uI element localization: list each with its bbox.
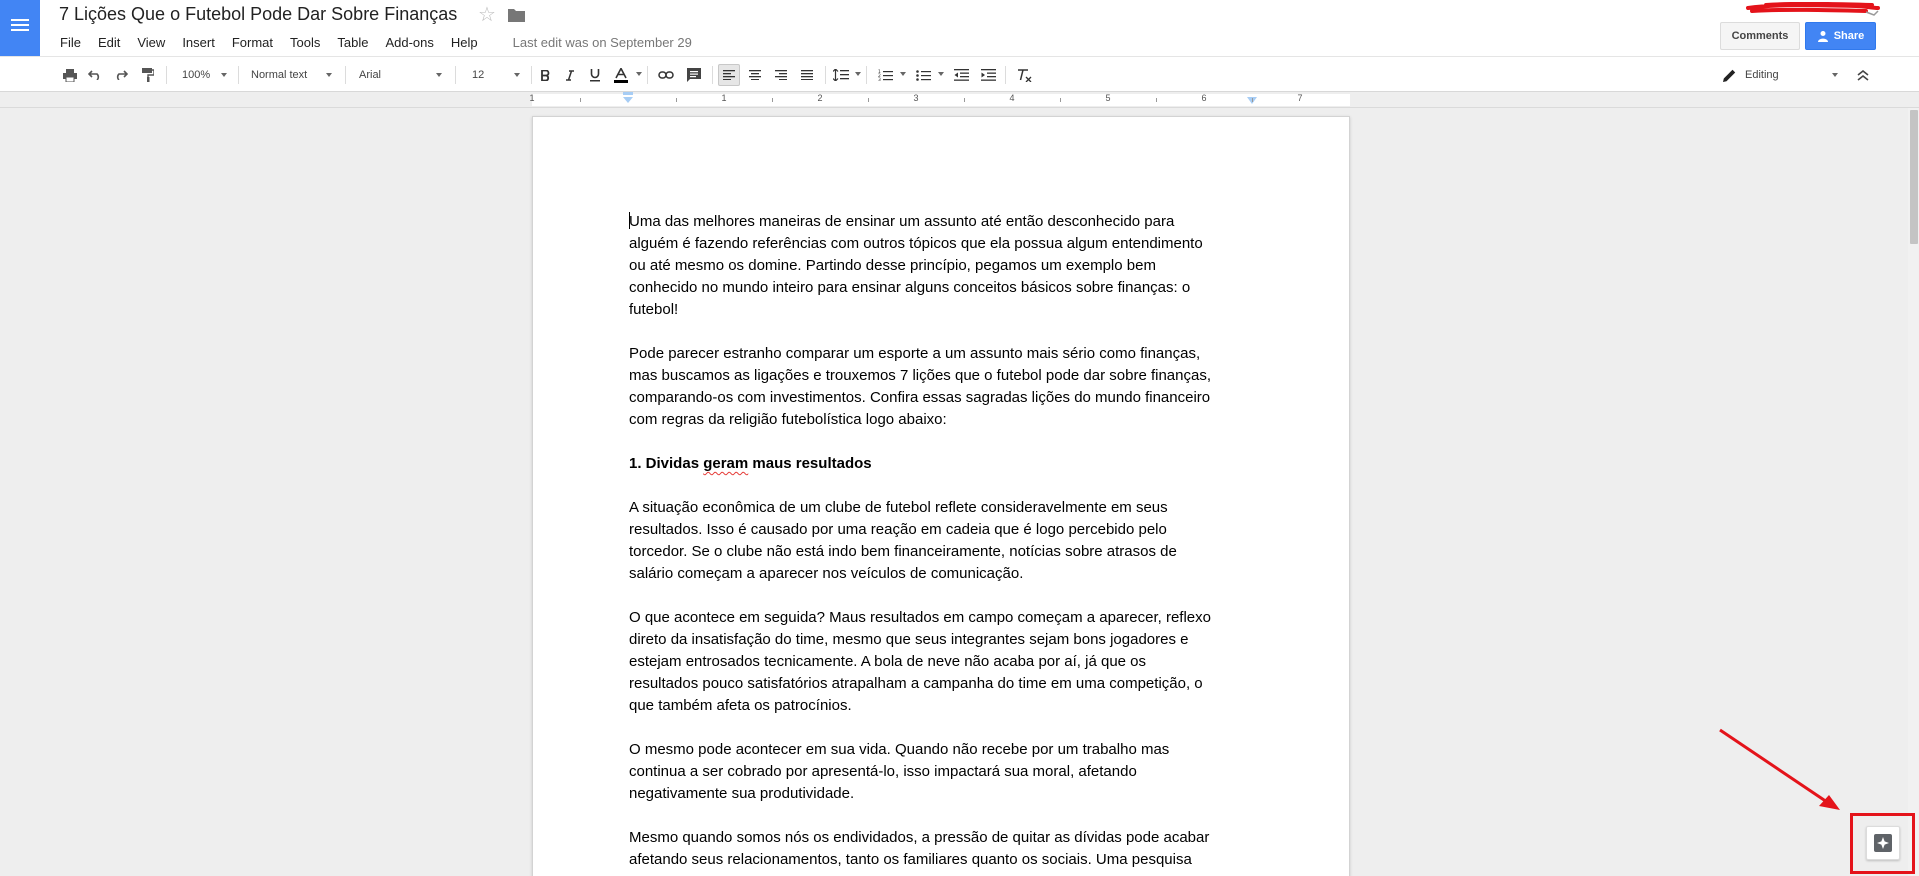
chevron-down-icon[interactable] bbox=[636, 72, 642, 76]
paragraph[interactable] bbox=[629, 211, 1269, 321]
ruler-tick bbox=[772, 98, 773, 102]
document-canvas[interactable] bbox=[0, 108, 1919, 876]
svg-text:1: 1 bbox=[877, 70, 881, 75]
insert-comment-icon[interactable] bbox=[685, 64, 703, 86]
ruler-tick bbox=[1156, 98, 1157, 102]
font-select[interactable] bbox=[355, 64, 445, 86]
ruler-track bbox=[532, 94, 1350, 106]
scrollbar-thumb[interactable] bbox=[1910, 110, 1918, 244]
explore-icon bbox=[1874, 834, 1892, 852]
misspelled-word[interactable]: geram bbox=[703, 455, 749, 472]
share-label: Share bbox=[1833, 30, 1865, 42]
zoom-select[interactable] bbox=[178, 64, 230, 86]
svg-text:2: 2 bbox=[877, 74, 881, 79]
document-title[interactable]: 7 Lições Que o Futebol Pode Dar Sobre Finanças bbox=[59, 4, 458, 24]
heading-text: maus resultados bbox=[748, 455, 872, 472]
document-page[interactable] bbox=[532, 116, 1350, 876]
align-justify-icon[interactable] bbox=[797, 64, 817, 86]
indent-marker-icon[interactable] bbox=[622, 92, 634, 106]
menu-edit[interactable]: Edit bbox=[97, 34, 121, 50]
last-edit-status[interactable]: Last edit was on September 29 bbox=[512, 34, 692, 50]
paragraph-style-select[interactable] bbox=[247, 64, 335, 86]
font-value: Arial bbox=[359, 69, 382, 81]
menu-format[interactable]: Format bbox=[231, 34, 273, 50]
ruler-label: 4 bbox=[1009, 93, 1015, 103]
toolbar-divider bbox=[238, 66, 239, 84]
formatting-toolbar bbox=[0, 56, 1919, 92]
menu-file[interactable]: File bbox=[60, 34, 81, 50]
menu-bar bbox=[60, 32, 692, 52]
heading-text: 1. Dividas bbox=[629, 455, 704, 472]
toolbar-divider bbox=[1005, 66, 1006, 84]
ruler-tick bbox=[580, 98, 581, 102]
toolbar-divider bbox=[166, 66, 167, 84]
folder-icon[interactable] bbox=[508, 8, 525, 22]
align-center-icon[interactable] bbox=[745, 64, 765, 86]
docs-menu-icon[interactable] bbox=[0, 0, 40, 56]
editing-mode-value: Editing bbox=[1745, 69, 1779, 81]
ruler-tick bbox=[1060, 98, 1061, 102]
bulleted-list-icon[interactable] bbox=[914, 64, 932, 86]
bold-icon[interactable] bbox=[537, 64, 553, 86]
font-size-value: 12 bbox=[472, 69, 485, 81]
align-right-icon[interactable] bbox=[771, 64, 791, 86]
numbered-list-icon[interactable] bbox=[876, 64, 894, 86]
clear-formatting-icon[interactable] bbox=[1014, 64, 1034, 86]
zoom-value: 100% bbox=[182, 69, 211, 81]
toolbar-divider bbox=[866, 66, 867, 84]
ruler-label: 7 bbox=[1297, 93, 1303, 103]
paragraph-style-value: Normal text bbox=[251, 69, 308, 81]
italic-icon[interactable] bbox=[562, 64, 578, 86]
print-icon[interactable] bbox=[62, 64, 78, 86]
ruler-label: 1 bbox=[721, 93, 727, 103]
share-button[interactable] bbox=[1805, 22, 1876, 50]
toolbar-divider bbox=[531, 66, 532, 84]
paragraph[interactable]: Mesmo quando somos nós os endividados, a pressão de quitar as dívidas pode acabar afetando seus relacionamentos, tanto os familiares quanto os sociais. Uma pesquisa bbox=[629, 829, 1210, 868]
document-body[interactable] bbox=[629, 211, 1269, 876]
explore-button[interactable] bbox=[1866, 826, 1900, 860]
menu-tools[interactable]: Tools bbox=[290, 34, 321, 50]
align-left-icon[interactable] bbox=[718, 64, 740, 86]
ruler-label: 3 bbox=[913, 93, 919, 103]
chevron-down-icon bbox=[1832, 73, 1838, 77]
increase-indent-icon[interactable] bbox=[979, 64, 997, 86]
ruler-tick bbox=[964, 98, 965, 102]
comments-button[interactable]: Comments bbox=[1720, 22, 1800, 50]
toolbar-divider bbox=[647, 66, 648, 84]
horizontal-ruler[interactable] bbox=[0, 92, 1919, 108]
chevron-down-icon[interactable] bbox=[855, 72, 861, 76]
toolbar-divider bbox=[345, 66, 346, 84]
menu-help[interactable]: Help bbox=[450, 34, 478, 50]
undo-icon[interactable] bbox=[87, 64, 103, 86]
redo-icon[interactable] bbox=[113, 64, 129, 86]
text-color-icon[interactable] bbox=[612, 64, 630, 86]
svg-text:3: 3 bbox=[877, 78, 881, 81]
paragraph[interactable]: Pode parecer estranho comparar um esporte a um assunto mais sério como finanças, mas buscamos as ligações e trouxemos 7 lições que o futebol pode dar sobre finanças, comparando-os com investimentos. Confira essas sagradas lições do mundo financeiro com regras da religião futebolística logo abaixo: bbox=[629, 345, 1211, 428]
ruler-label: 1 bbox=[529, 93, 535, 103]
underline-icon[interactable] bbox=[587, 64, 603, 86]
toolbar-divider bbox=[712, 66, 713, 84]
people-icon bbox=[1817, 30, 1829, 42]
decrease-indent-icon[interactable] bbox=[952, 64, 970, 86]
app-header bbox=[0, 0, 1919, 56]
ruler-label: 2 bbox=[817, 93, 823, 103]
chevron-down-icon[interactable] bbox=[938, 72, 944, 76]
menu-table[interactable]: Table bbox=[337, 34, 369, 50]
menu-addons[interactable]: Add-ons bbox=[385, 34, 434, 50]
paragraph[interactable]: O mesmo pode acontecer em sua vida. Quando não recebe por um trabalho mas continua a ser cobrado por apresentá-lo, isso impactará sua moral, afetando negativamente sua produtividade. bbox=[629, 741, 1170, 802]
paint-format-icon[interactable] bbox=[140, 64, 156, 86]
menu-insert[interactable]: Insert bbox=[182, 34, 215, 50]
paragraph[interactable]: A situação econômica de um clube de futebol reflete consideravelmente em seus resultados. Isso é causado por uma reação em cadeia que é logo percebido pelo torcedor. Se o clube não está indo bem financeiramente, notícias sobre atrasos de salário começam a aparecer nos veículos de comunicação. bbox=[629, 499, 1177, 582]
chevron-down-icon bbox=[436, 73, 442, 77]
annotation-arrow-icon bbox=[1718, 726, 1842, 812]
ruler-tick bbox=[1252, 98, 1253, 102]
chevron-down-icon bbox=[326, 73, 332, 77]
toolbar-divider bbox=[825, 66, 826, 84]
ruler-tick bbox=[676, 98, 677, 102]
toolbar-divider bbox=[455, 66, 456, 84]
chevron-down-icon[interactable] bbox=[900, 72, 906, 76]
star-icon[interactable]: ☆ bbox=[478, 4, 496, 26]
paragraph[interactable]: O que acontece em seguida? Maus resultados em campo começam a aparecer, reflexo direto da insatisfação do time, mesmo que seus integrantes sejam bons jogadores e estejam entrosados tecnicamente. A bola de neve não acaba por aí, já que os resultados pouco satisfatórios atrapalham a campanha do time em uma competição, o que também afeta os patrocínios. bbox=[629, 609, 1211, 714]
line-spacing-icon[interactable] bbox=[832, 64, 850, 86]
link-icon[interactable] bbox=[657, 64, 675, 86]
font-size-select[interactable] bbox=[468, 64, 523, 86]
editing-mode-select[interactable] bbox=[1741, 64, 1841, 86]
menu-view[interactable]: View bbox=[137, 34, 166, 50]
ruler-tick bbox=[868, 98, 869, 102]
chevron-down-icon bbox=[221, 73, 227, 77]
ruler-label: 5 bbox=[1105, 93, 1111, 103]
ruler-label: 6 bbox=[1201, 93, 1207, 103]
chevron-down-icon bbox=[514, 73, 520, 77]
redacted-account-mark bbox=[1746, 2, 1880, 16]
pencil-icon bbox=[1721, 64, 1737, 86]
collapse-menus-icon[interactable] bbox=[1854, 64, 1872, 86]
section-heading[interactable] bbox=[629, 453, 1269, 475]
paragraph-text: Uma das melhores maneiras de ensinar um assunto até então desconhecido para alguém é fazendo referências com outros tópicos que ela possua algum entendimento ou até mesmo os domine. Partindo desse princípio, pegamos um exemplo bem conhecido no mundo inteiro para ensinar alguns conceitos básicos sobre finanças: o futebol! bbox=[629, 213, 1203, 318]
